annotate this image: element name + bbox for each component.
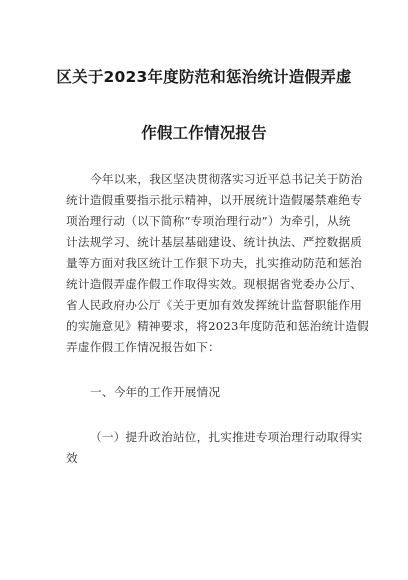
paragraph-1-line-2: 统计造假重要指示批示精神，以开展统计造假屡禁难绝专 bbox=[66, 193, 363, 207]
paragraph-1-line-3: 项治理行动（以下简称“专项治理行动”）为牵引，从统 bbox=[66, 214, 351, 228]
subsection-1-line-2: 效 bbox=[66, 451, 78, 465]
paragraph-1-line-9: 弄虚作假工作情况报告如下： bbox=[66, 340, 220, 354]
paragraph-1-line-7: 省人民政府办公厅《关于更加有效发挥统计监督职能作用 bbox=[66, 298, 363, 312]
paragraph-1-line-6: 统计造假弄虚作假工作取得实效。现根据省党委办公厅、 bbox=[66, 277, 363, 291]
paragraph-1-line-1: 今年以来，我区坚决贯彻落实习近平总书记关于防治 bbox=[90, 172, 363, 186]
paragraph-1-line-4: 计法规学习、统计基层基础建设、统计执法、严控数据质 bbox=[66, 235, 363, 249]
document-title-line-2: 作假工作情况报告 bbox=[141, 124, 267, 142]
document-title-line-1: 区关于2023年度防范和惩治统计造假弄虚 bbox=[56, 68, 352, 86]
paragraph-1-line-8: 的实施意见》精神要求，将2023年度防范和惩治统计造假 bbox=[66, 319, 369, 333]
subsection-1-line-1: （一）提升政治站位，扎实推进专项治理行动取得实 bbox=[90, 430, 363, 444]
paragraph-1-line-5: 量等方面对我区统计工作狠下功夫，扎实推动防范和惩治 bbox=[66, 256, 363, 270]
section-1-heading: 一、今年的工作开展情况 bbox=[90, 385, 221, 399]
